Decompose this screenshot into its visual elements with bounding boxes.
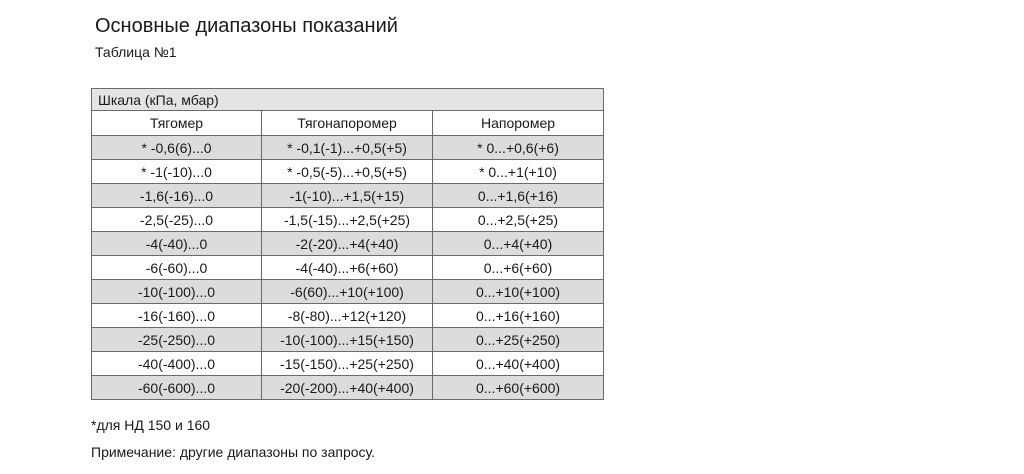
table-caption: Таблица №1 — [95, 44, 177, 60]
draft-pressure-gauge-cell: -8(-80)...+12(+120) — [262, 304, 433, 328]
vacuum-gauge-cell: * -0,6(6)...0 — [92, 136, 262, 160]
vacuum-gauge-cell: -10(-100)...0 — [92, 280, 262, 304]
column-header-row — [92, 111, 604, 136]
draft-pressure-gauge-cell: -15(-150)...+25(+250) — [262, 352, 433, 376]
pressure-gauge-cell: 0...+2,5(+25) — [433, 208, 604, 232]
table-row — [92, 304, 604, 328]
table-row — [92, 136, 604, 160]
column-header-pressure-gauge: Напоромер — [433, 111, 604, 136]
pressure-gauge-cell: 0...+1,6(+16) — [433, 184, 604, 208]
pressure-gauge-cell: 0...+6(+60) — [433, 256, 604, 280]
footnote: *для НД 150 и 160 — [91, 417, 211, 433]
vacuum-gauge-cell: -6(-60)...0 — [92, 256, 262, 280]
vacuum-gauge-cell: -60(-600)...0 — [92, 376, 262, 400]
pressure-gauge-cell: 0...+40(+400) — [433, 352, 604, 376]
pressure-gauge-cell: 0...+25(+250) — [433, 328, 604, 352]
scale-label: Шкала (кПа, мбар) — [92, 89, 604, 111]
note: Примечание: другие диапазоны по запросу. — [91, 444, 376, 460]
vacuum-gauge-cell: -40(-400)...0 — [92, 352, 262, 376]
table-row — [92, 256, 604, 280]
vacuum-gauge-cell: -25(-250)...0 — [92, 328, 262, 352]
table-row — [92, 232, 604, 256]
vacuum-gauge-cell: -2,5(-25)...0 — [92, 208, 262, 232]
pressure-gauge-cell: * 0...+0,6(+6) — [433, 136, 604, 160]
pressure-gauge-cell: 0...+10(+100) — [433, 280, 604, 304]
draft-pressure-gauge-cell: -6(60)...+10(+100) — [262, 280, 433, 304]
column-header-draft-pressure-gauge: Тягонапоромер — [262, 111, 433, 136]
draft-pressure-gauge-cell: -1,5(-15)...+2,5(+25) — [262, 208, 433, 232]
draft-pressure-gauge-cell: * -0,5(-5)...+0,5(+5) — [262, 160, 433, 184]
table-row — [92, 160, 604, 184]
pressure-gauge-cell: 0...+60(+600) — [433, 376, 604, 400]
table-row — [92, 280, 604, 304]
column-header-vacuum-gauge: Тягомер — [92, 111, 262, 136]
vacuum-gauge-cell: -16(-160)...0 — [92, 304, 262, 328]
pressure-gauge-cell: 0...+16(+160) — [433, 304, 604, 328]
draft-pressure-gauge-cell: * -0,1(-1)...+0,5(+5) — [262, 136, 433, 160]
pressure-gauge-cell: 0...+4(+40) — [433, 232, 604, 256]
page-title: Основные диапазоны показаний — [95, 15, 398, 37]
table-row — [92, 328, 604, 352]
table-row — [92, 352, 604, 376]
draft-pressure-gauge-cell: -10(-100)...+15(+150) — [262, 328, 433, 352]
table-row — [92, 376, 604, 400]
table-row — [92, 208, 604, 232]
vacuum-gauge-cell: * -1(-10)...0 — [92, 160, 262, 184]
pressure-gauge-cell: * 0...+1(+10) — [433, 160, 604, 184]
draft-pressure-gauge-cell: -4(-40)...+6(+60) — [262, 256, 433, 280]
scale-header-row — [92, 89, 604, 111]
draft-pressure-gauge-cell: -2(-20)...+4(+40) — [262, 232, 433, 256]
ranges-table — [91, 88, 604, 400]
draft-pressure-gauge-cell: -20(-200)...+40(+400) — [262, 376, 433, 400]
vacuum-gauge-cell: -1,6(-16)...0 — [92, 184, 262, 208]
vacuum-gauge-cell: -4(-40)...0 — [92, 232, 262, 256]
draft-pressure-gauge-cell: -1(-10)...+1,5(+15) — [262, 184, 433, 208]
table-row — [92, 184, 604, 208]
